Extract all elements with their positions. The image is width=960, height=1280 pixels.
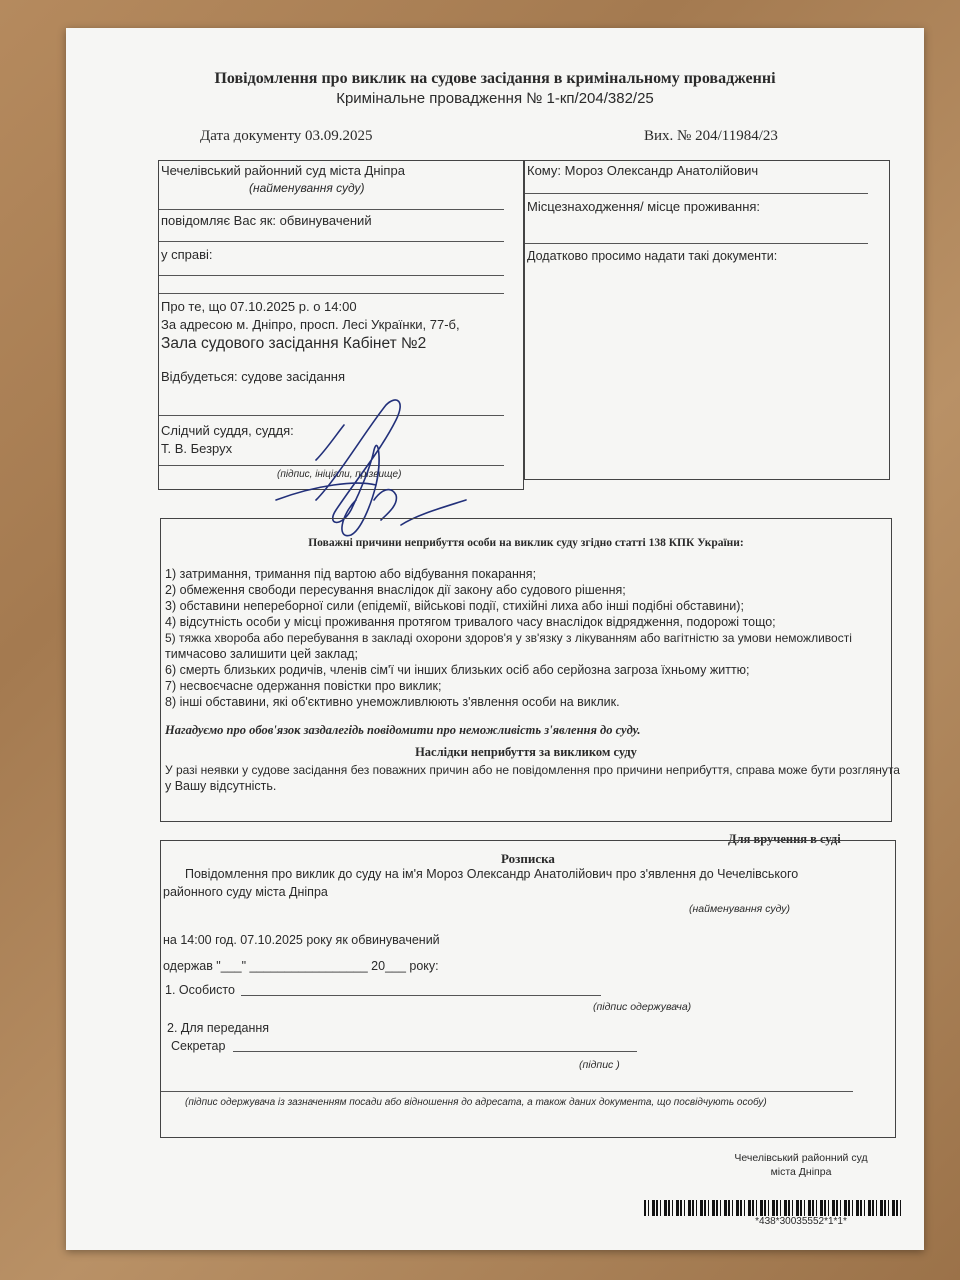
divider xyxy=(159,209,504,210)
judge-name: Т. В. Безрух xyxy=(161,441,233,456)
for-delivery-label: Для вручення в суді xyxy=(728,832,841,846)
reason-item: тимчасово залишити цей заклад; xyxy=(165,647,358,661)
court-caption: (найменування суду) xyxy=(689,903,791,915)
secretary-label: Секретар xyxy=(171,1039,226,1053)
document-date: Дата документу 03.09.2025 xyxy=(200,128,373,144)
court-name: Чечелівський районний суд міста Дніпра xyxy=(161,163,405,178)
signature-line xyxy=(241,995,601,996)
reason-item: 1) затримання, тримання під вартою або відбування покарання; xyxy=(165,567,537,581)
hearing-event: Відбудеться: судове засідання xyxy=(161,369,346,384)
receipt-box xyxy=(160,840,896,1138)
reason-item: 5) тяжка хвороба або перебування в закладі охорони здоров'я у зв'язку з лікуванням або вагітністю за умови неможливості xyxy=(165,631,852,645)
reason-item: 3) обставини непереборної сили (епідемії, військові події, стихійні лиха або інші подібні обставини); xyxy=(165,599,744,613)
recipient-name: Кому: Мороз Олександр Анатолійович xyxy=(527,163,759,178)
reason-item: 6) смерть близьких родичів, членів сім'ї чи інших близьких осіб або серйозна загроза їхньому життю; xyxy=(165,663,750,677)
divider xyxy=(525,193,868,194)
case-number: Кримінальне провадження № 1-кп/204/382/25 xyxy=(336,90,654,107)
reminder-text: Нагадуємо про обов'язок заздалегідь повідомити про неможливість з'явлення до суду. xyxy=(165,723,641,737)
summons-document xyxy=(66,28,924,1250)
receipt-time: на 14:00 год. 07.10.2025 року як обвинувачений xyxy=(163,933,440,947)
consequences-heading: Наслідки неприбуття за викликом суду xyxy=(415,745,637,759)
received-date: одержав "___" _________________ 20___ року: xyxy=(163,959,439,973)
hearing-address: За адресою м. Дніпро, просп. Лесі Українки, 77-б, xyxy=(161,317,460,332)
divider xyxy=(159,275,504,276)
reason-item: 2) обмеження свободи пересування внаслідок дії закону або судового рішення; xyxy=(165,583,626,597)
personally-label: 1. Особисто xyxy=(165,983,235,997)
divider xyxy=(525,243,868,244)
reason-item: 8) інші обставини, які об'єктивно унеможливлюють з'явлення особи на виклик. xyxy=(165,695,620,709)
sign-caption: (підпис ) xyxy=(579,1059,620,1071)
consequences-text: у Вашу відсутність. xyxy=(165,779,277,793)
barcode-text: *438*30035552*1*1* xyxy=(755,1216,847,1227)
reasons-box xyxy=(160,518,900,822)
receipt-footer: (підпис одержувача із зазначенням посади або відношення до адресата, а також даних документа, що посвідчують особу) xyxy=(185,1097,767,1108)
receipt-line: районного суду міста Дніпра xyxy=(163,885,328,899)
outgoing-number: Вих. № 204/11984/23 xyxy=(644,128,778,144)
divider xyxy=(159,241,504,242)
notify-as: повідомляє Вас як: обвинувачений xyxy=(161,213,372,228)
receipt-line: Повідомлення про виклик до суду на ім'я Мороз Олександр Анатолійович про з'явлення до Чечелівського xyxy=(185,867,799,881)
hearing-hall: Зала судового засідання Кабінет №2 xyxy=(161,335,427,352)
signature-line xyxy=(161,1091,853,1092)
hearing-datetime: Про те, що 07.10.2025 р. о 14:00 xyxy=(161,299,357,314)
court-stamp-line: Чечелівський районний суд xyxy=(734,1152,868,1164)
signature-line xyxy=(233,1051,637,1052)
barcode xyxy=(644,1200,904,1216)
consequences-text: У разі неявки у судове засідання без поважних причин або не повідомлення про причини неприбуття, справа може бути розглянута xyxy=(165,763,900,777)
reason-item: 7) несвоєчасне одержання повістки про виклик; xyxy=(165,679,442,693)
recipient-box xyxy=(524,160,890,480)
recipient-location: Місцезнаходження/ місце проживання: xyxy=(527,199,761,214)
document-title: Повідомлення про виклик на судове засідання в кримінальному провадженні xyxy=(214,70,776,87)
reason-item: 4) відсутність особи у місці проживання протягом тривалого часу внаслідок відрядження, подорожі тощо; xyxy=(165,615,776,629)
court-caption: (найменування суду) xyxy=(249,181,365,195)
court-stamp-line: міста Дніпра xyxy=(770,1166,832,1178)
documents-request: Додатково просимо надати такі документи: xyxy=(527,249,778,263)
recipient-sign-caption: (підпис одержувача) xyxy=(593,1001,692,1013)
reasons-heading: Поважні причини неприбуття особи на виклик суду згідно статті 138 КПК України: xyxy=(308,537,744,549)
in-case-label: у справі: xyxy=(161,247,213,262)
judge-label: Слідчий суддя, суддя: xyxy=(161,423,294,438)
sign-caption: (підпис, ініціали, прізвище) xyxy=(277,469,402,480)
receipt-heading: Розписка xyxy=(501,851,555,866)
divider xyxy=(159,293,504,294)
for-transfer-label: 2. Для передання xyxy=(167,1021,270,1035)
